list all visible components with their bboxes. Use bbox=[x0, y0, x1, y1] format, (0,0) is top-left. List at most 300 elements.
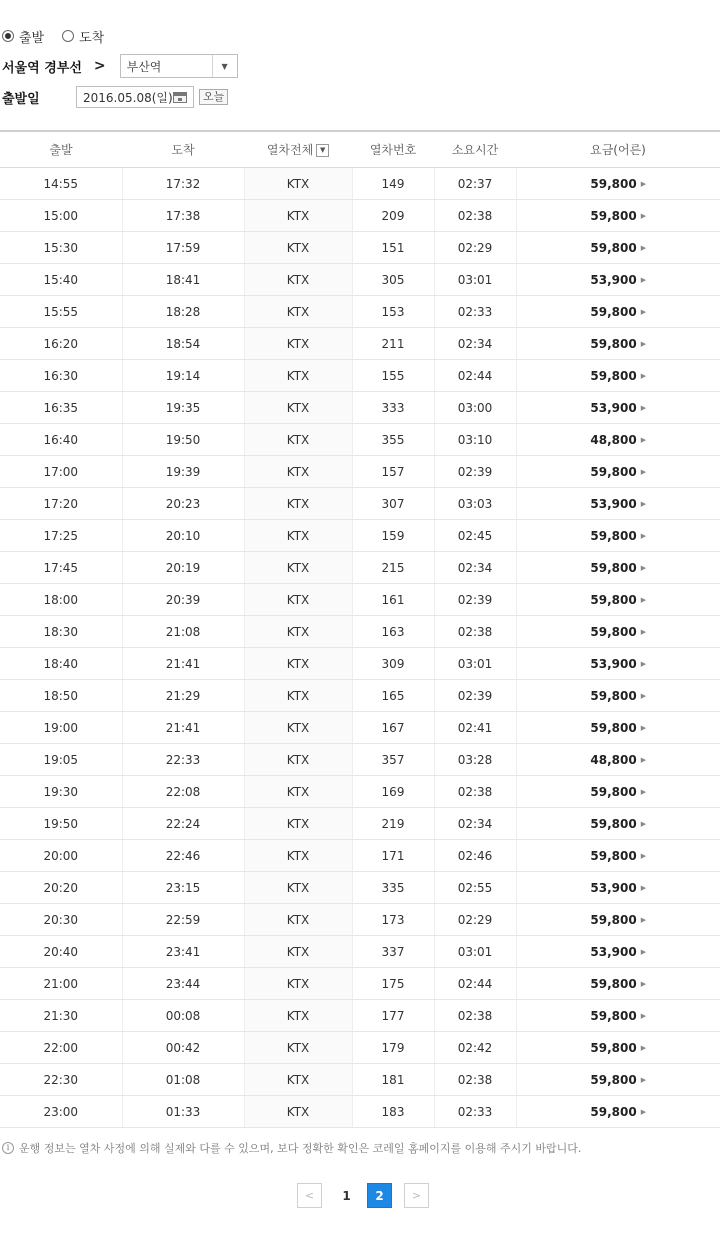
caret-right-icon[interactable]: ▶ bbox=[640, 948, 647, 956]
train-type: KTX bbox=[244, 616, 352, 648]
duration: 02:38 bbox=[434, 776, 516, 808]
train-number: 155 bbox=[352, 360, 434, 392]
header-duration: 소요시간 bbox=[434, 131, 516, 168]
fare-value: 59,800 bbox=[590, 688, 637, 703]
fare-value: 59,800 bbox=[590, 784, 637, 799]
arrival-time: 18:54 bbox=[122, 328, 244, 360]
train-number: 151 bbox=[352, 232, 434, 264]
fare-value: 59,800 bbox=[590, 240, 637, 255]
fare[interactable] bbox=[516, 296, 720, 328]
arrival-time: 21:41 bbox=[122, 648, 244, 680]
caret-right-icon[interactable]: ▶ bbox=[640, 1012, 647, 1020]
duration: 02:46 bbox=[434, 840, 516, 872]
notice-text: 운행 정보는 열차 사정에 의해 실제와 다를 수 있으며, 보다 정확한 확인은 코레일 홈페이지를 이용해 주시기 바랍니다. bbox=[19, 1142, 582, 1155]
train-number: 305 bbox=[352, 264, 434, 296]
duration: 02:39 bbox=[434, 680, 516, 712]
caret-right-icon[interactable]: ▶ bbox=[640, 372, 647, 380]
train-number: 215 bbox=[352, 552, 434, 584]
duration: 02:44 bbox=[434, 360, 516, 392]
train-type: KTX bbox=[244, 200, 352, 232]
departure-time: 20:20 bbox=[0, 872, 122, 904]
fare[interactable] bbox=[516, 744, 720, 776]
duration: 02:34 bbox=[434, 808, 516, 840]
train-type: KTX bbox=[244, 552, 352, 584]
fare[interactable] bbox=[516, 712, 720, 744]
fare[interactable] bbox=[516, 1096, 720, 1128]
fare-value: 59,800 bbox=[590, 624, 637, 639]
train-number: 175 bbox=[352, 968, 434, 1000]
train-number: 161 bbox=[352, 584, 434, 616]
duration: 02:37 bbox=[434, 168, 516, 200]
arrival-time: 23:41 bbox=[122, 936, 244, 968]
table-row[interactable] bbox=[0, 936, 720, 968]
train-type: KTX bbox=[244, 520, 352, 552]
arrival-time: 22:59 bbox=[122, 904, 244, 936]
departure-time: 16:30 bbox=[0, 360, 122, 392]
train-type: KTX bbox=[244, 360, 352, 392]
header-train-type-label: 열차전체 bbox=[266, 143, 314, 157]
train-number: 153 bbox=[352, 296, 434, 328]
caret-right-icon[interactable]: ▶ bbox=[640, 692, 647, 700]
caret-right-icon[interactable]: ▶ bbox=[640, 756, 647, 764]
caret-right-icon[interactable]: ▶ bbox=[640, 308, 647, 316]
fare[interactable] bbox=[516, 840, 720, 872]
departure-time: 20:00 bbox=[0, 840, 122, 872]
fare[interactable] bbox=[516, 1000, 720, 1032]
caret-right-icon[interactable]: ▶ bbox=[640, 532, 647, 540]
train-number: 181 bbox=[352, 1064, 434, 1096]
duration: 03:28 bbox=[434, 744, 516, 776]
fare[interactable] bbox=[516, 616, 720, 648]
fare-value: 59,800 bbox=[590, 1104, 637, 1119]
departure-time: 19:05 bbox=[0, 744, 122, 776]
fare[interactable] bbox=[516, 648, 720, 680]
fare[interactable] bbox=[516, 200, 720, 232]
fare-value: 59,800 bbox=[590, 304, 637, 319]
fare[interactable] bbox=[516, 968, 720, 1000]
header-departure: 출발 bbox=[0, 131, 122, 168]
fare[interactable] bbox=[516, 1032, 720, 1064]
train-type: KTX bbox=[244, 456, 352, 488]
train-type: KTX bbox=[244, 744, 352, 776]
train-type: KTX bbox=[244, 712, 352, 744]
departure-time: 16:35 bbox=[0, 392, 122, 424]
train-number: 159 bbox=[352, 520, 434, 552]
table-row[interactable] bbox=[0, 1064, 720, 1096]
fare[interactable] bbox=[516, 808, 720, 840]
arrival-time: 21:08 bbox=[122, 616, 244, 648]
train-type: KTX bbox=[244, 584, 352, 616]
train-number: 211 bbox=[352, 328, 434, 360]
arrival-radio-label[interactable]: 도착 bbox=[79, 30, 105, 46]
departure-time: 15:30 bbox=[0, 232, 122, 264]
caret-right-icon[interactable]: ▶ bbox=[640, 820, 647, 828]
duration: 02:42 bbox=[434, 1032, 516, 1064]
table-row[interactable] bbox=[0, 712, 720, 744]
duration: 02:55 bbox=[434, 872, 516, 904]
fare[interactable] bbox=[516, 168, 720, 200]
table-row[interactable] bbox=[0, 1032, 720, 1064]
duration: 02:39 bbox=[434, 584, 516, 616]
arrival-time: 21:41 bbox=[122, 712, 244, 744]
caret-right-icon[interactable]: ▶ bbox=[640, 340, 647, 348]
table-row[interactable] bbox=[0, 1000, 720, 1032]
departure-time: 18:40 bbox=[0, 648, 122, 680]
fare-value: 53,900 bbox=[590, 880, 637, 895]
info-icon: i bbox=[2, 1142, 14, 1154]
table-row[interactable] bbox=[0, 424, 720, 456]
fare[interactable] bbox=[516, 936, 720, 968]
fare[interactable] bbox=[516, 552, 720, 584]
train-number: 355 bbox=[352, 424, 434, 456]
fare[interactable] bbox=[516, 904, 720, 936]
train-type: KTX bbox=[244, 1032, 352, 1064]
caret-right-icon[interactable]: ▶ bbox=[640, 916, 647, 924]
table-row[interactable] bbox=[0, 520, 720, 552]
fare-value: 53,900 bbox=[590, 272, 637, 287]
caret-right-icon[interactable]: ▶ bbox=[640, 788, 647, 796]
train-number: 219 bbox=[352, 808, 434, 840]
caret-right-icon[interactable]: ▶ bbox=[640, 628, 647, 636]
caret-right-icon[interactable]: ▶ bbox=[640, 1044, 647, 1052]
train-number: 209 bbox=[352, 200, 434, 232]
table-row[interactable] bbox=[0, 552, 720, 584]
arrival-time: 22:24 bbox=[122, 808, 244, 840]
fare-value: 59,800 bbox=[590, 336, 637, 351]
departure-time: 22:30 bbox=[0, 1064, 122, 1096]
fare-value: 59,800 bbox=[590, 848, 637, 863]
table-row[interactable] bbox=[0, 616, 720, 648]
departure-time: 21:00 bbox=[0, 968, 122, 1000]
train-number: 165 bbox=[352, 680, 434, 712]
train-type: KTX bbox=[244, 328, 352, 360]
table-row[interactable] bbox=[0, 744, 720, 776]
table-row[interactable] bbox=[0, 328, 720, 360]
arrival-time: 18:28 bbox=[122, 296, 244, 328]
train-number: 167 bbox=[352, 712, 434, 744]
train-number: 333 bbox=[352, 392, 434, 424]
date-input[interactable] bbox=[76, 86, 194, 108]
table-row[interactable] bbox=[0, 904, 720, 936]
train-type: KTX bbox=[244, 904, 352, 936]
arrival-time: 19:50 bbox=[122, 424, 244, 456]
fare[interactable] bbox=[516, 456, 720, 488]
departure-time: 20:30 bbox=[0, 904, 122, 936]
fare[interactable] bbox=[516, 488, 720, 520]
fare-value: 59,800 bbox=[590, 368, 637, 383]
departure-time: 17:45 bbox=[0, 552, 122, 584]
train-timetable bbox=[0, 130, 720, 1128]
departure-time: 15:55 bbox=[0, 296, 122, 328]
train-number: 169 bbox=[352, 776, 434, 808]
chevron-right-icon[interactable]: > bbox=[404, 1183, 429, 1208]
route-selector bbox=[2, 54, 238, 78]
chevron-left-icon[interactable]: < bbox=[297, 1183, 322, 1208]
table-row[interactable] bbox=[0, 968, 720, 1000]
fare[interactable] bbox=[516, 872, 720, 904]
arrival-time: 22:08 bbox=[122, 776, 244, 808]
table-row[interactable] bbox=[0, 200, 720, 232]
table-row[interactable] bbox=[0, 168, 720, 200]
train-number: 157 bbox=[352, 456, 434, 488]
table-row[interactable] bbox=[0, 584, 720, 616]
fare[interactable] bbox=[516, 392, 720, 424]
fare-value: 59,800 bbox=[590, 464, 637, 479]
train-type: KTX bbox=[244, 1064, 352, 1096]
fare-value: 59,800 bbox=[590, 176, 637, 191]
fare-value: 59,800 bbox=[590, 976, 637, 991]
train-number: 337 bbox=[352, 936, 434, 968]
duration: 02:34 bbox=[434, 552, 516, 584]
caret-right-icon[interactable]: ▶ bbox=[640, 596, 647, 604]
train-type: KTX bbox=[244, 168, 352, 200]
direction-radio-group bbox=[2, 26, 122, 46]
arrival-time: 01:33 bbox=[122, 1096, 244, 1128]
departure-time: 18:30 bbox=[0, 616, 122, 648]
table-row[interactable] bbox=[0, 648, 720, 680]
date-selector bbox=[2, 86, 228, 108]
fare-value: 59,800 bbox=[590, 912, 637, 927]
arrival-time: 19:35 bbox=[122, 392, 244, 424]
caret-right-icon[interactable]: ▶ bbox=[640, 404, 647, 412]
departure-time: 22:00 bbox=[0, 1032, 122, 1064]
departure-radio-label[interactable]: 출발 bbox=[19, 30, 45, 46]
header-fare: 요금(어른) bbox=[516, 131, 720, 168]
fare-value: 59,800 bbox=[590, 528, 637, 543]
duration: 02:33 bbox=[434, 1096, 516, 1128]
train-type: KTX bbox=[244, 968, 352, 1000]
arrival-time: 22:33 bbox=[122, 744, 244, 776]
page-2[interactable]: 2 bbox=[367, 1183, 392, 1208]
departure-time: 15:40 bbox=[0, 264, 122, 296]
today-button[interactable]: 오늘 bbox=[199, 89, 228, 105]
duration: 02:38 bbox=[434, 200, 516, 232]
caret-right-icon[interactable]: ▶ bbox=[640, 244, 647, 252]
header-train-type[interactable] bbox=[244, 131, 352, 168]
train-type: KTX bbox=[244, 488, 352, 520]
train-type: KTX bbox=[244, 808, 352, 840]
fare-value: 48,800 bbox=[590, 432, 637, 447]
departure-time: 18:50 bbox=[0, 680, 122, 712]
train-type: KTX bbox=[244, 232, 352, 264]
train-type: KTX bbox=[244, 648, 352, 680]
pagination bbox=[297, 1183, 429, 1208]
arrival-time: 22:46 bbox=[122, 840, 244, 872]
table-row[interactable] bbox=[0, 776, 720, 808]
caret-right-icon[interactable]: ▶ bbox=[640, 276, 647, 284]
destination-select[interactable] bbox=[120, 54, 238, 78]
fare[interactable] bbox=[516, 584, 720, 616]
duration: 03:00 bbox=[434, 392, 516, 424]
caret-right-icon[interactable]: ▶ bbox=[640, 980, 647, 988]
departure-time: 20:40 bbox=[0, 936, 122, 968]
fare[interactable] bbox=[516, 232, 720, 264]
table-row[interactable] bbox=[0, 1096, 720, 1128]
caret-down-icon[interactable]: ▼ bbox=[212, 55, 237, 77]
arrival-time: 17:38 bbox=[122, 200, 244, 232]
departure-time: 16:40 bbox=[0, 424, 122, 456]
train-number: 357 bbox=[352, 744, 434, 776]
fare[interactable] bbox=[516, 424, 720, 456]
arrival-time: 18:41 bbox=[122, 264, 244, 296]
duration: 03:03 bbox=[434, 488, 516, 520]
table-row[interactable] bbox=[0, 296, 720, 328]
table-row[interactable] bbox=[0, 872, 720, 904]
arrival-time: 19:14 bbox=[122, 360, 244, 392]
duration: 02:34 bbox=[434, 328, 516, 360]
train-number: 183 bbox=[352, 1096, 434, 1128]
page-1[interactable]: 1 bbox=[342, 1188, 351, 1203]
duration: 03:01 bbox=[434, 648, 516, 680]
duration: 03:10 bbox=[434, 424, 516, 456]
notice bbox=[2, 1140, 581, 1156]
fare-value: 59,800 bbox=[590, 720, 637, 735]
train-type: KTX bbox=[244, 1096, 352, 1128]
departure-radio[interactable] bbox=[2, 30, 14, 42]
departure-time: 21:30 bbox=[0, 1000, 122, 1032]
train-filter-caret-down-icon[interactable]: ▼ bbox=[316, 144, 329, 157]
duration: 02:45 bbox=[434, 520, 516, 552]
departure-time: 17:25 bbox=[0, 520, 122, 552]
arrival-time: 00:08 bbox=[122, 1000, 244, 1032]
departure-time: 17:00 bbox=[0, 456, 122, 488]
origin-station: 서울역 경부선 bbox=[2, 60, 82, 76]
caret-right-icon[interactable]: ▶ bbox=[640, 468, 647, 476]
train-type: KTX bbox=[244, 296, 352, 328]
duration: 02:29 bbox=[434, 232, 516, 264]
train-type: KTX bbox=[244, 680, 352, 712]
arrival-time: 20:10 bbox=[122, 520, 244, 552]
fare-value: 53,900 bbox=[590, 944, 637, 959]
train-type: KTX bbox=[244, 392, 352, 424]
fare[interactable] bbox=[516, 520, 720, 552]
train-type: KTX bbox=[244, 840, 352, 872]
arrival-time: 17:32 bbox=[122, 168, 244, 200]
date-label: 출발일 bbox=[2, 91, 40, 107]
train-type: KTX bbox=[244, 424, 352, 456]
departure-time: 19:30 bbox=[0, 776, 122, 808]
duration: 02:39 bbox=[434, 456, 516, 488]
train-type: KTX bbox=[244, 264, 352, 296]
fare-value: 59,800 bbox=[590, 592, 637, 607]
fare-value: 59,800 bbox=[590, 1008, 637, 1023]
arrival-time: 20:19 bbox=[122, 552, 244, 584]
table-row[interactable] bbox=[0, 840, 720, 872]
departure-time: 19:50 bbox=[0, 808, 122, 840]
caret-right-icon[interactable]: ▶ bbox=[640, 884, 647, 892]
fare[interactable] bbox=[516, 680, 720, 712]
fare[interactable] bbox=[516, 328, 720, 360]
departure-time: 15:00 bbox=[0, 200, 122, 232]
train-number: 335 bbox=[352, 872, 434, 904]
calendar-icon[interactable] bbox=[173, 92, 187, 103]
fare-value: 53,900 bbox=[590, 496, 637, 511]
fare[interactable] bbox=[516, 360, 720, 392]
departure-time: 23:00 bbox=[0, 1096, 122, 1128]
arrival-time: 19:39 bbox=[122, 456, 244, 488]
fare-value: 59,800 bbox=[590, 560, 637, 575]
arrival-time: 17:59 bbox=[122, 232, 244, 264]
table-row[interactable] bbox=[0, 392, 720, 424]
duration: 03:01 bbox=[434, 936, 516, 968]
fare-value: 59,800 bbox=[590, 816, 637, 831]
table-row[interactable] bbox=[0, 232, 720, 264]
caret-right-icon[interactable]: ▶ bbox=[640, 660, 647, 668]
train-number: 163 bbox=[352, 616, 434, 648]
table-row[interactable] bbox=[0, 456, 720, 488]
fare[interactable] bbox=[516, 264, 720, 296]
train-type: KTX bbox=[244, 936, 352, 968]
timetable-body bbox=[0, 168, 720, 1128]
table-row[interactable] bbox=[0, 808, 720, 840]
table-header-row bbox=[0, 131, 720, 168]
duration: 02:33 bbox=[434, 296, 516, 328]
caret-right-icon[interactable]: ▶ bbox=[640, 564, 647, 572]
duration: 02:44 bbox=[434, 968, 516, 1000]
duration: 02:29 bbox=[434, 904, 516, 936]
departure-time: 17:20 bbox=[0, 488, 122, 520]
arrival-radio[interactable] bbox=[62, 30, 74, 42]
duration: 02:38 bbox=[434, 1000, 516, 1032]
train-number: 171 bbox=[352, 840, 434, 872]
header-train-no: 열차번호 bbox=[352, 131, 434, 168]
table-row[interactable] bbox=[0, 488, 720, 520]
fare-value: 59,800 bbox=[590, 1072, 637, 1087]
fare-value: 53,900 bbox=[590, 400, 637, 415]
caret-right-icon[interactable]: ▶ bbox=[640, 212, 647, 220]
duration: 03:01 bbox=[434, 264, 516, 296]
train-type: KTX bbox=[244, 776, 352, 808]
train-number: 149 bbox=[352, 168, 434, 200]
header-arrival: 도착 bbox=[122, 131, 244, 168]
caret-right-icon[interactable]: ▶ bbox=[640, 500, 647, 508]
caret-right-icon[interactable]: ▶ bbox=[640, 1108, 647, 1116]
duration: 02:38 bbox=[434, 1064, 516, 1096]
table-row[interactable] bbox=[0, 264, 720, 296]
arrival-time: 01:08 bbox=[122, 1064, 244, 1096]
table-row[interactable] bbox=[0, 360, 720, 392]
caret-right-icon[interactable]: ▶ bbox=[640, 724, 647, 732]
duration: 02:38 bbox=[434, 616, 516, 648]
caret-right-icon[interactable]: ▶ bbox=[640, 180, 647, 188]
train-type: KTX bbox=[244, 1000, 352, 1032]
fare[interactable] bbox=[516, 1064, 720, 1096]
caret-right-icon[interactable]: ▶ bbox=[640, 1076, 647, 1084]
table-row[interactable] bbox=[0, 680, 720, 712]
train-number: 179 bbox=[352, 1032, 434, 1064]
arrival-time: 20:39 bbox=[122, 584, 244, 616]
train-number: 173 bbox=[352, 904, 434, 936]
departure-time: 19:00 bbox=[0, 712, 122, 744]
caret-right-icon[interactable]: ▶ bbox=[640, 436, 647, 444]
departure-time: 16:20 bbox=[0, 328, 122, 360]
arrival-time: 23:44 bbox=[122, 968, 244, 1000]
arrival-time: 21:29 bbox=[122, 680, 244, 712]
fare-value: 59,800 bbox=[590, 208, 637, 223]
caret-right-icon[interactable]: ▶ bbox=[640, 852, 647, 860]
date-value: 2016.05.08(일) bbox=[83, 90, 173, 105]
route-arrow-icon: > bbox=[93, 58, 106, 74]
arrival-time: 23:15 bbox=[122, 872, 244, 904]
train-number: 307 bbox=[352, 488, 434, 520]
fare[interactable] bbox=[516, 776, 720, 808]
train-number: 177 bbox=[352, 1000, 434, 1032]
fare-value: 48,800 bbox=[590, 752, 637, 767]
departure-time: 14:55 bbox=[0, 168, 122, 200]
fare-value: 53,900 bbox=[590, 656, 637, 671]
duration: 02:41 bbox=[434, 712, 516, 744]
fare-value: 59,800 bbox=[590, 1040, 637, 1055]
